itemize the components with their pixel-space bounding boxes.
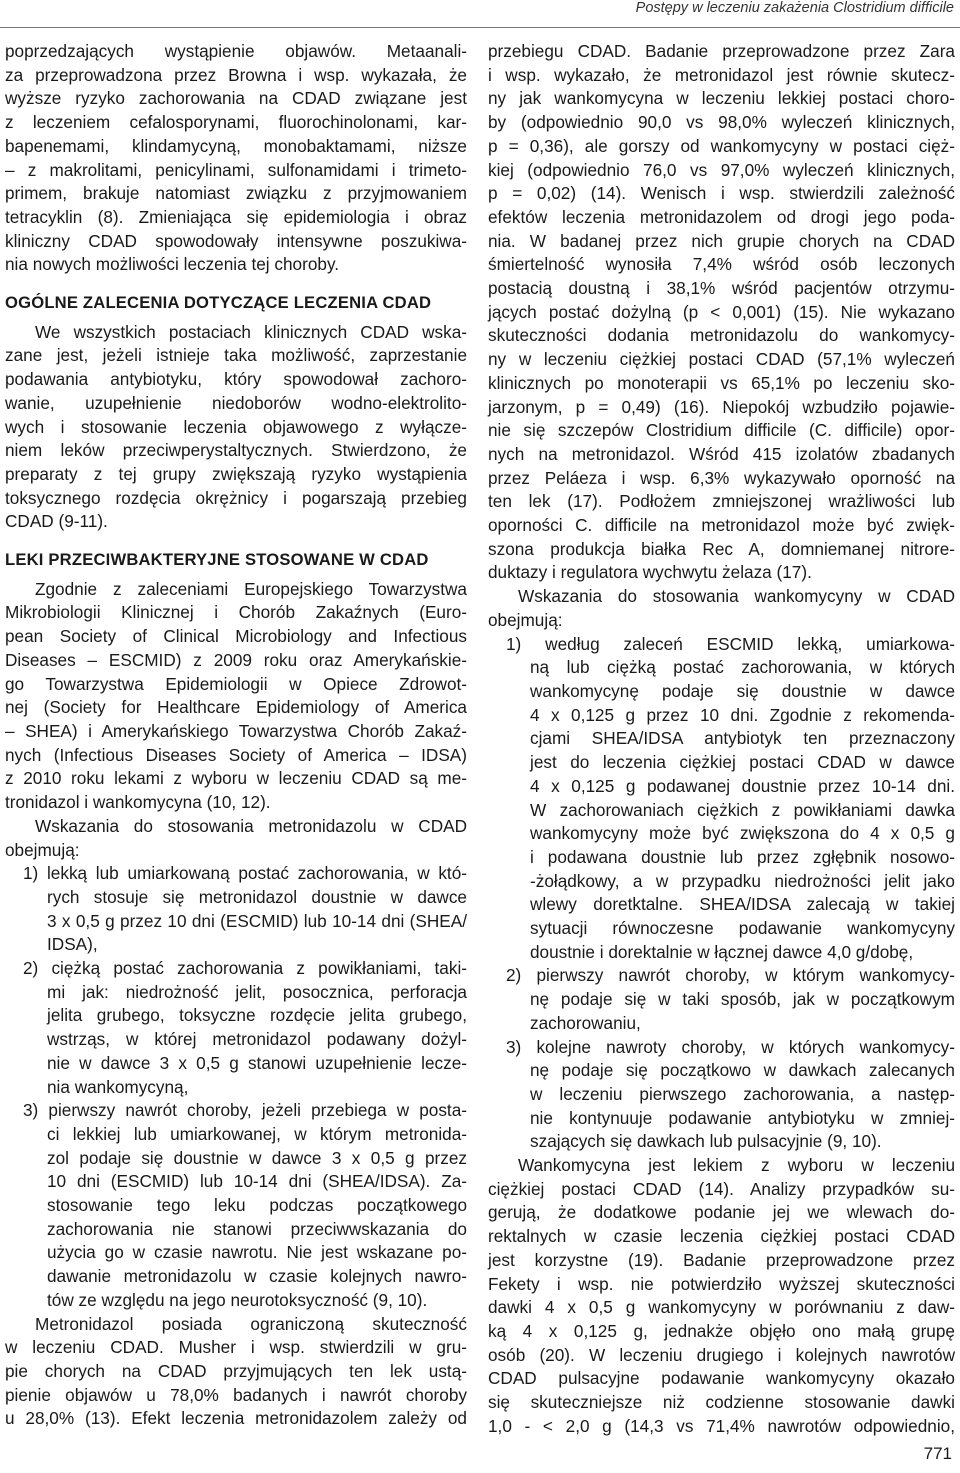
text-line: wych i stosowanie leczenia objawowego z wyłącze- <box>5 416 467 437</box>
text-line: duktazy i regulatora wychwytu żelaza (17). <box>488 562 812 583</box>
list-item-line: 4 x 0,125 g podawanej doustnie przez 10-14 dni. <box>530 775 955 796</box>
text-line: p = 0,02) (14). Wenisch i wsp. stwierdzili zależność <box>488 183 955 204</box>
list-item-line: doustnie i dorektalnie w łącznej dawce 4,0 g/dobę, <box>530 941 914 962</box>
list-item-line: szających się dawkach lub pulsacyjnie (9, 10). <box>530 1131 882 1152</box>
list-item-line: 3 x 0,5 g przez 10 dni (ESCMID) lub 10-14 dni (SHEA/ <box>47 910 467 931</box>
text-line: Mikrobiologii Klinicznej i Chorób Zakaźnych (Euro- <box>5 602 467 623</box>
header-rule <box>0 27 960 28</box>
text-line: tronidazol i wankomycyna (10, 12). <box>5 792 271 813</box>
text-line: ką 4 x 0,125 g, jednakże objęło ono małą grupę <box>488 1320 955 1341</box>
list-item-line: 4 x 0,125 g przez 10 dni. Zgodnie z rekomenda- <box>530 704 955 725</box>
text-line: ny jak wankomycyna w leczeniu lekkiej postaci choro- <box>488 88 955 109</box>
intro-paragraph <box>5 40 467 277</box>
list-item-line: wstrząs, w której metronidazol podawany dożyl- <box>47 1029 467 1050</box>
text-line: rektalnych w czasie leczenia ciężkiej postaci CDAD <box>488 1226 955 1247</box>
text-line: toksycznego rozdęcia okrężnicy i pogarszają przebieg <box>5 487 467 508</box>
text-line: – z makrolitami, penicylinami, sulfonamidami i trimeto- <box>5 159 467 180</box>
section-heading-general: OGÓLNE ZALECENIA DOTYCZĄCE LECZENIA CDAD <box>5 293 432 313</box>
list-item-line: 1) według zaleceń ESCMID lekką, umiarkowa- <box>506 633 955 654</box>
text-line: wanie, uzupełnienie niedoborów wodno-elektrolito- <box>5 392 467 413</box>
text-line: jest korzystne (19). Badanie przeprowadzone przez <box>488 1249 955 1270</box>
text-line: się skuteczniejsze niż codzienne stosowanie dawki <box>488 1392 955 1413</box>
list-item-line: użycia go w czasie nawrotu. Nie jest wskazane po- <box>47 1242 467 1263</box>
text-line: tetracyklin (8). Zmieniająca się epidemiologia i obraz <box>5 206 467 227</box>
text-line: jących postać dożylną (p < 0,001) (15). Nie wykazano <box>488 301 955 322</box>
text-line: CDAD pulsacyjne podawanie wankomycyny okazało <box>488 1368 955 1389</box>
text-line: We wszystkich postaciach klinicznych CDAD wska- <box>35 321 467 342</box>
text-line: nej (Society for Healthcare Epidemiology of America <box>5 697 467 718</box>
list-item-line: nę podaje się w taki sposób, jak w początkowym <box>530 989 955 1010</box>
list-item-line: 3) pierwszy nawrót choroby, jeżeli przebiega w posta- <box>23 1100 467 1121</box>
text-line: kiej (odpowiednio 76,0 vs 97,0% wyleczeń klinicznych, <box>488 159 955 180</box>
text-line: Metronidazol posiada ograniczoną skuteczność <box>35 1313 467 1334</box>
general-recommendations-paragraph <box>5 321 467 534</box>
list-item-line: wankomycyny może być zwiększona do 4 x 0,5 g <box>530 823 955 844</box>
list-item-line: sytuacji równoczesne podawanie wankomycyny <box>530 918 955 939</box>
text-line: obejmują: <box>488 609 563 630</box>
text-line: Wankomycyna jest lekiem z wyboru w leczeniu <box>518 1155 955 1176</box>
text-line: CDAD (9-11). <box>5 511 108 532</box>
text-line: w leczeniu CDAD. Musher i wsp. stwierdzili w gru- <box>5 1337 467 1358</box>
text-line: dawki 4 x 0,5 g wankomycyny w porównaniu z daw- <box>488 1297 955 1318</box>
list-item-line: 2) ciężką postać zachorowania z powikłaniami, taki- <box>23 958 467 979</box>
text-line: u 28,0% (13). Efekt leczenia metronidazolem zależy od <box>5 1408 467 1429</box>
text-line: primem, brakuje natomiast związku z przyjmowaniem <box>5 183 467 204</box>
text-line: ten lek (17). Podłożem zmniejszonej wrażliwości lub <box>488 491 955 512</box>
list-item-line: zachorowania nie stanowi przeciwwskazania do <box>47 1218 467 1239</box>
text-line: śmiertelność wynosiła 7,4% wśród osób leczonych <box>488 254 955 275</box>
text-line: jarzonym, p = 0,49) (16). Niepokój wzbudziło pojawie- <box>488 396 955 417</box>
list-item-line: rych stosuje się metronidazol doustnie w dawce <box>47 886 467 907</box>
text-line: za przeprowadzona przez Browna i wsp. wykazała, że <box>5 64 467 85</box>
list-item-line: zol podaje się doustnie w dawce 3 x 0,5 g przez <box>47 1147 467 1168</box>
list-item-line: wankomycynę podaje się doustnie w dawce <box>530 680 955 701</box>
left-column <box>5 40 467 1431</box>
list-item-line: jest do leczenia ciężkiej postaci CDAD w dawce <box>530 752 955 773</box>
text-line: preparaty z tej grupy zwiększają ryzyko wystąpienia <box>5 463 467 484</box>
text-line: 1,0 - < 2,0 g (14,3 vs 71,4% nawrotów odpowiednio, <box>488 1415 955 1436</box>
text-line: przebiegu CDAD. Badanie przeprowadzone przez Zara <box>488 41 955 61</box>
text-line: szona produkcja białka Rec A, domniemanej nitrore- <box>488 538 955 559</box>
text-line: skuteczności dodania metronidazolu do wankomycy- <box>488 325 955 346</box>
text-line: wyższe ryzyko zachorowania na CDAD związane jest <box>5 88 467 109</box>
text-line: kliniczny CDAD spowodowały intensywne poszukiwa- <box>5 230 467 251</box>
text-line: nych (Infectious Diseases Society of America – IDSA) <box>5 744 467 765</box>
text-line: go Towarzystwa Epidemiologii w Opiece Zdrowot- <box>5 673 467 694</box>
vancomycin-item-1 <box>488 633 955 965</box>
section-heading-antibacterials: LEKI PRZECIWBAKTERYJNE STOSOWANE W CDAD <box>5 550 429 570</box>
list-item-line: tów ze względu na jego neurotoksyczność (9, 10). <box>47 1289 428 1310</box>
metronidazole-item-3 <box>5 1099 467 1312</box>
list-item-line: -żołądkowy, a w przypadku niedrożności jelit jako <box>530 870 955 891</box>
list-item-line: dawanie metronidazolu w czasie kolejnych nawro- <box>47 1266 467 1287</box>
page-number: 771 <box>923 1444 952 1463</box>
antibacterials-paragraph <box>5 578 467 815</box>
vancomycin-item-3 <box>488 1036 955 1155</box>
list-item-line: wlewy doretktalne. SHEA/IDSA zalecają w takiej <box>530 894 955 915</box>
text-line: niem leków przeciwperystaltycznych. Stwierdzono, że <box>5 440 467 461</box>
text-line: osób (20). W leczeniu drugiego i kolejnych nawrotów <box>488 1344 955 1365</box>
text-line: pienie objawów u 78,0% badanych i nawrót choroby <box>5 1384 467 1405</box>
right-column <box>488 40 955 1438</box>
list-item-line: jelita grubego, toksyczne rozdęcie jelita grubego, <box>47 1005 467 1026</box>
list-item-line: nie w dawce 3 x 0,5 g stanowi uzupełnienie lecze- <box>47 1052 467 1073</box>
text-line: zane jest, jeżeli istnieje taka możliwość, zaprzestanie <box>5 345 467 366</box>
text-line: gerują, że dodatkowe podanie jej we wlewach do- <box>488 1202 955 1223</box>
text-line: klinicznych po monoterapii vs 65,1% po leczeniu sko- <box>488 372 955 393</box>
list-item-line: nę podaje się początkowo w dawkach zalecanych <box>530 1060 955 1081</box>
text-line: z leczeniem cefalosporynami, fluorochinolonami, kar- <box>5 112 467 133</box>
vancomycin-item-2 <box>488 964 955 1035</box>
text-line: z 2010 roku lekami z wyboru w leczeniu CDAD są me- <box>5 768 467 789</box>
metronidazole-indications-intro <box>5 815 467 862</box>
vancomycin-indications-intro <box>488 585 955 632</box>
list-item-line: W zachorowaniach ciężkich z powikłaniami dawka <box>530 799 955 820</box>
text-line: postacią doustną i 38,1% wśród pacjentów otrzymu- <box>488 278 955 299</box>
metronidazole-efficacy-paragraph <box>5 1313 467 1432</box>
text-line: podawania antybiotyku, który spowodował zachoro- <box>5 369 467 390</box>
list-item-line: ci lekkiej lub umiarkowanej, w którym metronida- <box>47 1123 467 1144</box>
text-line: nie się szczepów Clostridium difficile (C. difficile) opor- <box>488 420 955 441</box>
text-line: i wsp. wykazało, że metronidazol jest równie skutecz- <box>488 64 955 85</box>
list-item-line: ną lub ciężką postać zachorowania, w których <box>530 657 955 678</box>
text-line: oporności C. difficile na metronidazol może być zwięk- <box>488 515 955 536</box>
list-item-line: w leczeniu pierwszego zachorowania, a następ- <box>530 1083 955 1104</box>
text-line: bapenemami, klindamycyną, monobaktamami, niższe <box>5 135 467 156</box>
list-item-line: 10 dni (ESCMID) lub 10-14 dni (SHEA/IDSA). Za- <box>47 1171 467 1192</box>
list-item-line: 1) lekką lub umiarkowaną postać zachorowania, w któ- <box>23 863 467 884</box>
text-line: – SHEA) i Amerykańskiego Towarzystwa Chorób Zakaź- <box>5 720 467 741</box>
text-line: Wskazania do stosowania metronidazolu w CDAD <box>35 815 467 836</box>
text-line: ciężkiej postaci CDAD (14). Analizy przypadków su- <box>488 1178 955 1199</box>
metronidazole-item-2 <box>5 957 467 1099</box>
text-line: efektów leczenia metronidazolem od drogi jego poda- <box>488 206 955 227</box>
text-line: pean Society of Clinical Microbiology and Infectious <box>5 626 467 647</box>
list-item-line: 3) kolejne nawroty choroby, w których wankomycy- <box>506 1036 955 1057</box>
list-item-line: IDSA), <box>47 934 98 955</box>
list-item-line: nia wankomycyną, <box>47 1076 189 1097</box>
running-header: Postępy w leczeniu zakażenia Clostridium difficile <box>635 0 954 16</box>
list-item-line: mi jak: niedrożność jelit, posocznica, perforacja <box>47 981 467 1002</box>
text-line: pie chorych na CDAD przyjmujących ten lek ustą- <box>5 1360 467 1381</box>
text-line: nia. W badanej przez nich grupie chorych na CDAD <box>488 230 955 251</box>
text-line: nia nowych możliwości leczenia tej choroby. <box>5 254 340 275</box>
list-item-line: 2) pierwszy nawrót choroby, w którym wankomycy- <box>506 965 955 986</box>
text-line: przez Peláeza i wsp. 6,3% wykazywało oporność na <box>488 467 955 488</box>
text-line: Fekety i wsp. nie potwierdziło wyższej skuteczności <box>488 1273 955 1294</box>
list-item-line: i podawana doustnie lub przez zgłębnik nosowo- <box>530 846 955 867</box>
metronidazole-item-1 <box>5 862 467 957</box>
list-item-line: nie kontynuuje podawanie antybiotyku w zmniej- <box>530 1107 955 1128</box>
vancomycin-choice-paragraph <box>488 1154 955 1438</box>
list-item-line: stosowanie tego leku podczas początkowego <box>47 1195 467 1216</box>
metronidazole-studies-paragraph <box>488 40 955 585</box>
text-line: Diseases – ESCMID) z 2009 roku oraz Amerykańskie- <box>5 649 467 670</box>
text-line: obejmują: <box>5 839 80 860</box>
text-line: Zgodnie z zaleceniami Europejskiego Towarzystwa <box>35 578 467 599</box>
text-line: nych na metronidazol. Wśród 415 izolatów zbadanych <box>488 443 955 464</box>
text-line: p = 0,36), ale gorszy od wankomycyny w postaci cięż- <box>488 135 955 156</box>
text-line: poprzedzających wystąpienie objawów. Metaanali- <box>5 41 467 61</box>
list-item-line: cjami SHEA/IDSA antybiotyk ten przeznaczony <box>530 728 955 749</box>
list-item-line: zachorowaniu, <box>530 1012 641 1033</box>
text-line: by (odpowiednio 90,0 vs 98,0% wyleczeń klinicznych, <box>488 112 955 133</box>
text-line: Wskazania do stosowania wankomycyny w CDAD <box>518 586 955 607</box>
text-line: ny w leczeniu ciężkiej postaci CDAD (57,1% wyleczeń <box>488 349 955 370</box>
